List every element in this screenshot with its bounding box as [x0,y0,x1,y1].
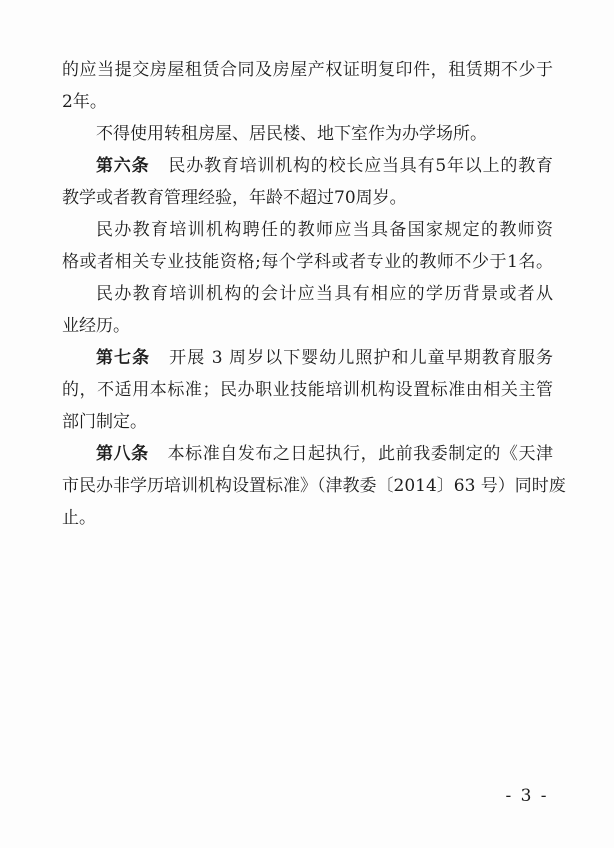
article-heading: 第八条 [96,444,149,464]
line-text: 民办教育培训机构聘任的教师应当具备国家规定的教师资 [96,220,553,240]
line-text: 止。 [62,508,96,528]
text-line [62,118,553,150]
line-text: 的应当提交房屋租赁合同及房屋产权证明复印件，租赁期不少于 [62,60,553,80]
text-line [62,54,553,86]
text-line [62,86,553,118]
text-line [62,182,553,214]
article-heading: 第七条 [96,348,151,368]
line-text: 民办教育培训机构的会计应当具有相应的学历背景或者从 [96,284,553,304]
text-line [62,438,553,470]
text-line [62,502,553,534]
line-text: 市民办非学历培训机构设置标准》（津教委〔2014〕63 号）同时废 [62,476,566,496]
text-line [62,310,553,342]
line-text: 教学或者教育管理经验，年龄不超过70周岁。 [62,188,407,208]
document-body [62,54,566,534]
line-text: 格或者相关专业技能资格;每个学科或者专业的教师不少于1名。 [62,252,553,272]
line-text: 不得使用转租房屋、居民楼、地下室作为办学场所。 [96,124,487,144]
line-text: 2年。 [62,92,107,112]
text-line [62,278,553,310]
line-text: 的，不适用本标准；民办职业技能培训机构设置标准由相关主管 [62,380,553,400]
article-heading: 第六条 [96,156,150,176]
line-text: 本标准自发布之日起执行，此前我委制定的《天津 [167,444,553,464]
line-text: 部门制定。 [62,412,147,432]
page-number: - 3 - [505,786,549,806]
line-text: 民办教育培训机构的校长应当具有5年以上的教育 [168,156,553,176]
text-line [62,246,553,278]
line-text: 开展 3 周岁以下婴幼儿照护和儿童早期教育服务 [169,348,553,368]
text-line [62,214,553,246]
text-line [62,406,553,438]
line-text: 业经历。 [62,316,130,336]
text-line [62,374,553,406]
text-line [62,150,553,182]
text-line [62,342,553,374]
text-line [62,470,566,502]
